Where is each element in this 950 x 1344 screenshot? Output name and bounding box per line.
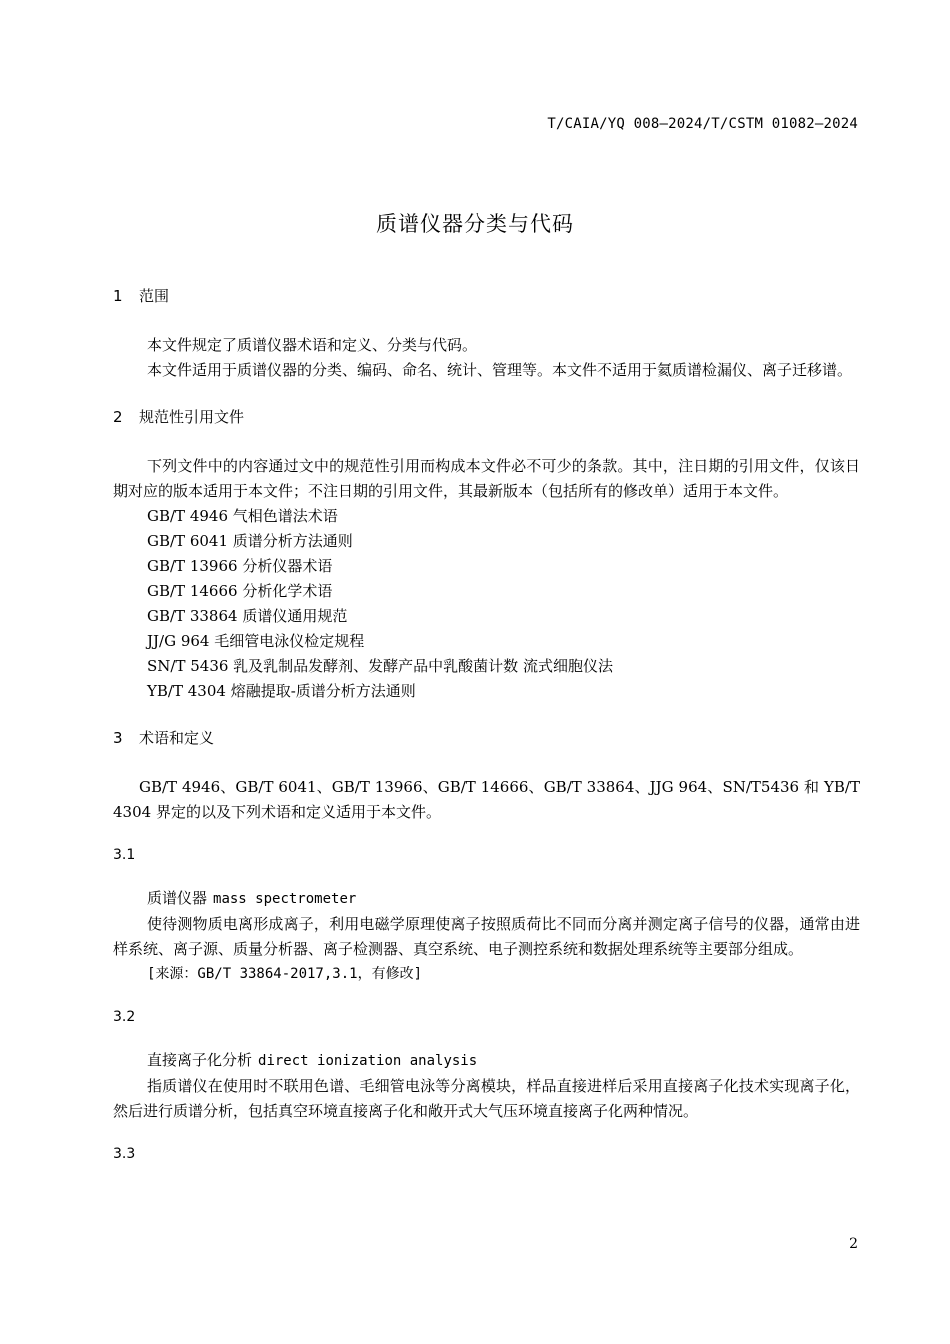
document-body	[113, 284, 860, 1167]
paragraph: 本文件规定了质谱仪器术语和定义、分类与代码。	[147, 336, 478, 354]
entry-number: 3.2	[113, 1009, 136, 1025]
paragraph: 下列文件中的内容通过文中的规范性引用而构成本文件必不可少的条款。其中，注日期的引用文件，仅该日期对应的版本适用于本文件；不注日期的引用文件，其最新版本（包括所有的修改单）适用于本文件。	[113, 457, 860, 500]
section-title: 规范性引用文件	[139, 408, 245, 426]
section-heading-scope	[113, 284, 860, 309]
term-english: mass spectrometer	[213, 891, 357, 907]
reference-item: GB/T 14666 分析化学术语	[147, 582, 333, 600]
reference-item: GB/T 4946 气相色谱法术语	[147, 507, 338, 525]
term-source: [来源：GB/T 33864-2017,3.1，有修改]	[147, 966, 423, 982]
paragraph: GB/T 4946、GB/T 6041、GB/T 13966、GB/T 14666、GB/T 33864、JJG 964、SN/T5436 和 YB/T 4304 界定的以及下列术语和定义适用于本文件。	[113, 778, 860, 821]
term-definition: 指质谱仪在使用时不联用色谱、毛细管电泳等分离模块，样品直接进样后采用直接离子化技术实现离子化，然后进行质谱分析，包括真空环境直接离子化和敞开式大气压环境直接离子化两种情况。	[113, 1077, 860, 1120]
term-line	[113, 886, 860, 912]
section-number: 3	[113, 729, 123, 747]
section-number: 2	[113, 408, 123, 426]
page-number: 2	[849, 1236, 858, 1252]
standard-code: T/CAIA/YQ 008—2024/T/CSTM 01082—2024	[547, 116, 858, 132]
term-line	[113, 1048, 860, 1074]
section-heading-terms	[113, 726, 860, 751]
term-chinese: 直接离子化分析	[147, 1051, 253, 1069]
reference-item: GB/T 33864 质谱仪通用规范	[147, 607, 348, 625]
reference-item: GB/T 13966 分析仪器术语	[147, 557, 333, 575]
entry-number: 3.3	[113, 1146, 136, 1162]
entry-number: 3.1	[113, 847, 136, 863]
reference-item: YB/T 4304 熔融提取-质谱分析方法通则	[147, 682, 416, 700]
paragraph: 本文件适用于质谱仪器的分类、编码、命名、统计、管理等。本文件不适用于氦质谱检漏仪、离子迁移谱。	[147, 361, 853, 379]
section-heading-normative-references	[113, 405, 860, 430]
reference-item: GB/T 6041 质谱分析方法通则	[147, 532, 353, 550]
reference-item: JJ/G 964 毛细管电泳仪检定规程	[147, 632, 365, 650]
section-number: 1	[113, 287, 123, 305]
document-title: 质谱仪器分类与代码	[376, 212, 574, 236]
reference-item: SN/T 5436 乳及乳制品发酵剂、发酵产品中乳酸菌计数 流式细胞仪法	[147, 657, 613, 675]
section-title: 术语和定义	[139, 729, 215, 747]
section-title: 范围	[139, 287, 170, 305]
term-definition: 使待测物质电离形成离子，利用电磁学原理使离子按照质荷比不同而分离并测定离子信号的仪器，通常由进样系统、离子源、质量分析器、离子检测器、真空系统、电子测控系统和数据处理系统等主要部分组成。	[113, 915, 860, 958]
term-english: direct ionization analysis	[258, 1053, 478, 1069]
term-chinese: 质谱仪器	[147, 889, 208, 907]
